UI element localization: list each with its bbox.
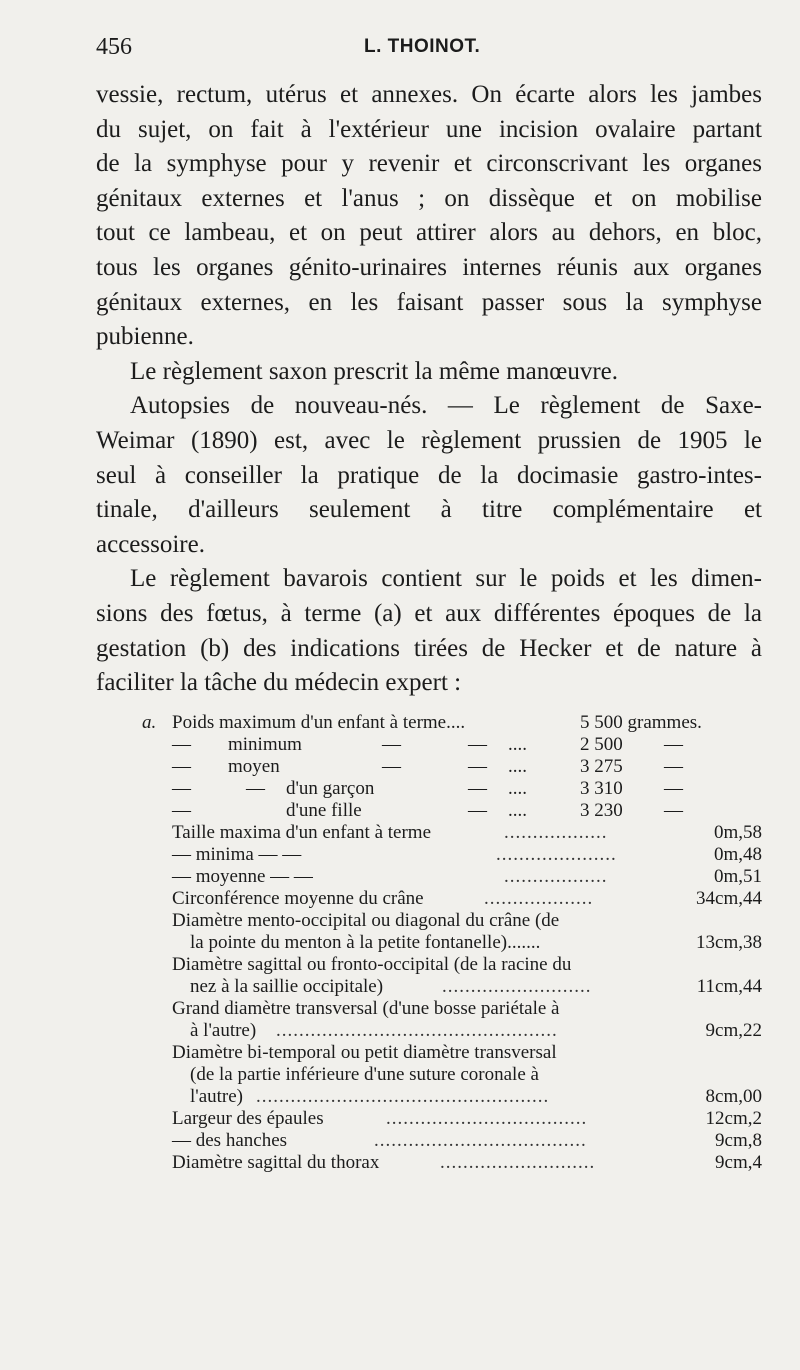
table-cell: —: [468, 756, 487, 777]
table-cell: —: [468, 800, 487, 821]
table-cell: —: [382, 734, 401, 755]
table-cell: moyen: [228, 756, 280, 777]
table-row: [96, 800, 762, 822]
table-cell: la pointe du menton à la petite fontanelle).......: [190, 932, 541, 953]
table-row: [96, 932, 762, 954]
table-value: 9cm,22: [705, 1020, 762, 1041]
table-row: [96, 998, 762, 1020]
table-row: [96, 1130, 762, 1152]
table-row: [96, 910, 762, 932]
leader-dots: ...................: [484, 888, 594, 909]
table-cell: —: [172, 734, 191, 755]
text-line: accessoire.: [96, 530, 205, 558]
table-cell: d'une fille: [286, 800, 362, 821]
table-cell: — des hanches: [172, 1130, 288, 1151]
table-cell: Diamètre sagittal du thorax: [172, 1152, 380, 1173]
table-cell: 3 230: [580, 800, 623, 821]
table-cell: Circonférence moyenne du crâne: [172, 888, 424, 909]
table-cell: Poids maximum d'un enfant à terme....: [172, 712, 466, 733]
table-cell: —: [172, 778, 191, 799]
table-cell: —: [172, 756, 191, 777]
table-cell: Diamètre mento-occipital ou diagonal du crâne (de: [172, 910, 560, 931]
table-row: [96, 756, 762, 778]
table-cell: ....: [508, 800, 527, 821]
text-line: faciliter la tâche du médecin expert :: [96, 669, 462, 697]
table-row: [96, 976, 762, 998]
table-cell: (de la partie inférieure d'une suture coronale à: [190, 1064, 539, 1085]
text-line: génitaux externes, en les faisant passer sous la symphyse: [96, 288, 762, 316]
table-row: [96, 954, 762, 976]
table-cell: —: [664, 734, 683, 755]
text-line: du sujet, on fait à l'extérieur une incision ovalaire partant: [96, 115, 762, 143]
text-line: Le règlement saxon prescrit la même manœuvre.: [130, 357, 619, 385]
table-cell: 5 500 grammes.: [580, 712, 702, 733]
text-line: Le règlement bavarois contient sur le poids et les dimen-: [130, 565, 762, 593]
table-cell: —: [468, 734, 487, 755]
table-cell: d'un garçon: [286, 778, 375, 799]
leader-dots: .....................................: [374, 1130, 587, 1151]
text-line: Weimar (1890) est, avec le règlement prussien de 1905 le: [96, 426, 762, 454]
text-line: génitaux externes et l'anus ; on dissèque et on mobilise: [96, 184, 762, 212]
text-line: vessie, rectum, utérus et annexes. On écarte alors les jambes: [96, 81, 762, 108]
text-line: Autopsies de nouveau-nés. — Le règlement de Saxe-: [130, 392, 762, 420]
text-line: seul à conseiller la pratique de la docimasie gastro-intes-: [96, 461, 762, 489]
table-cell: — moyenne — —: [172, 866, 313, 887]
table-cell: Largeur des épaules: [172, 1108, 324, 1129]
table-value: 9cm,8: [715, 1130, 762, 1151]
table-cell: nez à la saillie occipitale): [190, 976, 384, 997]
table-cell: ....: [508, 756, 527, 777]
text-line: tous les organes génito-urinaires internes réunis aux organes: [96, 253, 762, 281]
measurements-table: [96, 712, 762, 1174]
leader-dots: ..................: [504, 866, 608, 887]
text-line: gestation (b) des indications tirées de Hecker et de nature à: [96, 634, 762, 662]
table-value: 0m,48: [713, 844, 762, 865]
table-cell: Diamètre bi-temporal ou petit diamètre transversal: [172, 1042, 557, 1063]
table-cell: ....: [508, 778, 527, 799]
table-cell: —: [382, 756, 401, 777]
body-text: [96, 78, 762, 701]
table-value: 13cm,38: [696, 932, 762, 953]
leader-dots: ...................................................: [256, 1086, 550, 1107]
table-row: [96, 888, 762, 910]
leader-dots: ..........................: [442, 976, 592, 997]
table-value: 11cm,44: [696, 976, 762, 997]
table-row: [96, 866, 762, 888]
table-cell: —: [246, 778, 265, 799]
table-row: [96, 844, 762, 866]
table-cell: Taille maxima d'un enfant à terme: [172, 822, 432, 843]
table-value: 9cm,4: [715, 1152, 762, 1173]
table-value: 8cm,00: [705, 1086, 762, 1107]
table-row: [96, 1042, 762, 1064]
table-row: [96, 778, 762, 800]
table-cell: 3 275: [580, 756, 623, 777]
table-cell: —: [664, 800, 683, 821]
table-cell: Diamètre sagittal ou fronto-occipital (de la racine du: [172, 954, 572, 975]
table-row: [96, 1152, 762, 1174]
text-line: sions des fœtus, à terme (a) et aux différentes époques de la: [96, 599, 762, 627]
table-value: 34cm,44: [696, 888, 762, 909]
table-row: [96, 1020, 762, 1042]
leader-dots: ...................................: [386, 1108, 588, 1129]
leader-dots: ..................: [504, 822, 608, 843]
page-header: [96, 34, 756, 64]
table-value: 12cm,2: [705, 1108, 762, 1129]
running-title: L. THOINOT.: [364, 36, 481, 57]
leader-dots: .................................................: [276, 1020, 558, 1041]
table-row: [96, 712, 762, 734]
table-cell: à l'autre): [190, 1020, 257, 1041]
table-cell: 2 500: [580, 734, 623, 755]
table-row: [96, 734, 762, 756]
page-number: 456: [96, 34, 132, 60]
table-cell: ....: [508, 734, 527, 755]
text-line: tout ce lambeau, et on peut attirer alors au dehors, en bloc,: [96, 219, 762, 247]
table-cell: —: [468, 778, 487, 799]
table-row: [96, 1064, 762, 1086]
table-cell: 3 310: [580, 778, 623, 799]
table-row: [96, 1086, 762, 1108]
table-cell: Grand diamètre transversal (d'une bosse pariétale à: [172, 998, 560, 1019]
table-value: 0m,51: [713, 866, 762, 887]
text-line: tinale, d'ailleurs seulement à titre complémentaire et: [96, 496, 762, 524]
table-cell: —: [664, 778, 683, 799]
table-cell: l'autre): [190, 1086, 244, 1107]
leader-dots: ...........................: [440, 1152, 596, 1173]
text-line: de la symphyse pour y revenir et circonscrivant les organes: [96, 150, 762, 178]
table-cell: minimum: [228, 734, 302, 755]
table-row: [96, 1108, 762, 1130]
table-marker: a.: [142, 712, 157, 733]
table-cell: —: [172, 800, 191, 821]
table-value: 0m,58: [713, 822, 762, 843]
table-row: [96, 822, 762, 844]
text-line: pubienne.: [96, 323, 194, 351]
table-cell: — minima — —: [172, 844, 302, 865]
leader-dots: .....................: [496, 844, 617, 865]
table-cell: —: [664, 756, 683, 777]
